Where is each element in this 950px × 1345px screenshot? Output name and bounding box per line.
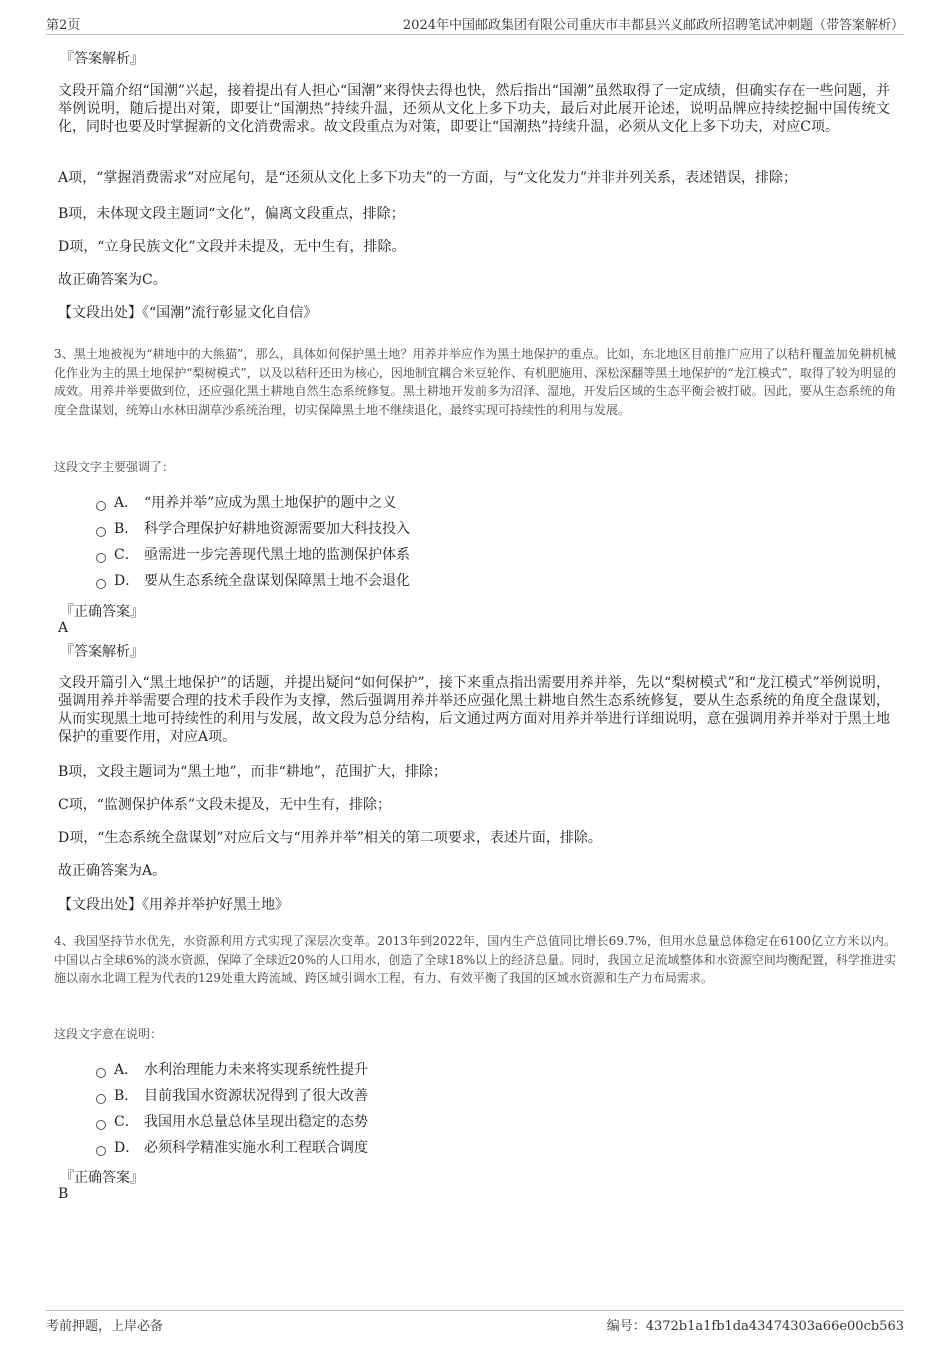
correct-answer-label: 『正确答案』 (60, 604, 144, 620)
q3-question-text: 3、黑土地被视为“耕地中的大熊猫”，那么，具体如何保护黑土地？用养并举应作为黑土地保护的重点。比如，东北地区目前推广应用了以秸秆覆盖加免耕机械化作业为主的黑土地保护“梨树模式”，以及以秸秆还田为核心，因地制宜耦合米豆轮作、有机肥施用、深松深翻等黑土地保护的“龙江模式”，取得了较为明显的成效。用养并举要做到位，还应强化黑土耕地自然生态系统修复。黑土耕地开发前多为沼泽、湿地，开发后区域的生态平衡会被打破。因此，要从生态系统的角度全盘谋划，统筹山水林田湖草沙系统治理，切实保障黑土地不继续退化，最终实现可持续性的利用与发展。 (54, 347, 896, 417)
q3-option-b[interactable]: B． 科学合理保护好耕地资源需要加大科技投入 (96, 519, 410, 539)
radio-button[interactable] (96, 1146, 106, 1156)
radio-button[interactable] (96, 527, 106, 537)
q3-prompt: 这段文字主要强调了： (54, 460, 175, 474)
q4-option-c[interactable]: C． 我国用水总量总体呈现出稳定的态势 (96, 1112, 368, 1132)
q3-option-d[interactable]: D． 要从生态系统全盘谋划保障黑土地不会退化 (96, 571, 410, 591)
radio-button[interactable] (96, 1068, 106, 1078)
radio-button[interactable] (96, 1120, 106, 1130)
q4-option-d[interactable]: D． 必须科学精准实施水利工程联合调度 (96, 1138, 368, 1158)
q3-analysis-c: C项，“监测保护体系”文段未提及，无中生有，排除； (58, 797, 392, 813)
page-footer (46, 1310, 904, 1334)
footer-slogan: 考前押题，上岸必备 (46, 1319, 164, 1334)
page-number: 第2页 (46, 18, 81, 33)
q2-analysis-a: A项，“掌握消费需求”对应尾句，是“还须从文化上多下功夫”的一方面，与“文化发力”并非并列关系，表述错误，排除； (58, 170, 798, 186)
document-code: 编号：4372b1a1fb1da43474303a66e00cb563 (606, 1319, 904, 1334)
q2-analysis-main: 文段开篇介绍“国潮”兴起，接着提出有人担心“国潮”来得快去得也快，然后指出“国潮”虽然取得了一定成绩，但确实存在一些问题，并举例说明，随后提出对策，即要让“国潮热”持续升温，还须从文化上多下功夫，最后对此展开论述，说明品牌应持续挖掘中国传统文化，同时也要及时掌握新的文化消费需求。故文段重点为对策，即要让“国潮热”持续升温，必须从文化上多下功夫，对应C项。 (58, 83, 890, 135)
q4-correct-answer: B (58, 1186, 69, 1202)
q4-option-a[interactable]: A． 水利治理能力未来将实现系统性提升 (96, 1060, 368, 1080)
q2-source: 【文段出处】《“国潮”流行彰显文化自信》 (58, 305, 318, 321)
radio-button[interactable] (96, 501, 106, 511)
q3-source: 【文段出处】《用养并举护好黑土地》 (58, 897, 289, 913)
page-header (46, 14, 904, 35)
q4-prompt: 这段文字意在说明： (54, 1027, 163, 1041)
q2-analysis-b: B项，未体现文段主题词“文化”，偏离文段重点，排除； (58, 206, 405, 222)
correct-answer-label: 『正确答案』 (60, 1170, 144, 1186)
q3-correct-answer: A (58, 620, 69, 636)
q3-option-a[interactable]: A． “用养并举”应成为黑土地保护的题中之义 (96, 493, 396, 513)
analysis-label: 『答案解析』 (60, 644, 144, 660)
radio-button[interactable] (96, 553, 106, 563)
document-title: 2024年中国邮政集团有限公司重庆市丰都县兴义邮政所招聘笔试冲刺题（带答案解析） (402, 18, 904, 33)
q3-conclusion: 故正确答案为A。 (58, 863, 167, 879)
q2-analysis-d: D项，“立身民族文化”文段并未提及，无中生有，排除。 (58, 239, 406, 255)
q4-question-text: 4、我国坚持节水优先，水资源利用方式实现了深层次变革。2013年到2022年，国内生产总值同比增长69.7%，但用水总量总体稳定在6100亿立方米以内。中国以占全球6%的淡水资源，保障了全球近20%的人口用水，创造了全球18%以上的经济总量。同时，我国立足流域整体和水资源空间均衡配置，科学推进实施以南水北调工程为代表的129处重大跨流域、跨区域引调水工程，有力、有效平衡了我国的区域水资源和生产力布局需求。 (54, 934, 896, 985)
q3-analysis-d: D项，“生态系统全盘谋划”对应后文与“用养并举”相关的第二项要求，表述片面，排除。 (58, 830, 602, 846)
q4-option-b[interactable]: B． 目前我国水资源状况得到了很大改善 (96, 1086, 368, 1106)
q3-option-c[interactable]: C． 亟需进一步完善现代黑土地的监测保护体系 (96, 545, 410, 565)
q3-analysis-main: 文段开篇引入“黑土地保护”的话题，并提出疑问“如何保护”，接下来重点指出需要用养并举，先以“梨树模式”和“龙江模式”举例说明，强调用养并举需要合理的技术手段作为支撑，然后强调用养并举还应强化黑土耕地自然生态系统修复，要从生态系统的角度全盘谋划，从而实现黑土地可持续性的利用与发展，故文段为总分结构，后文通过两方面对用养并举进行详细说明，意在强调用养并举对于黑土地保护的重要作用，对应A项。 (58, 675, 890, 745)
radio-button[interactable] (96, 579, 106, 589)
q2-conclusion: 故正确答案为C。 (58, 272, 167, 288)
analysis-label: 『答案解析』 (60, 51, 144, 67)
radio-button[interactable] (96, 1094, 106, 1104)
q3-analysis-b: B项，文段主题词为“黑土地”，而非“耕地”，范围扩大，排除； (58, 764, 447, 780)
